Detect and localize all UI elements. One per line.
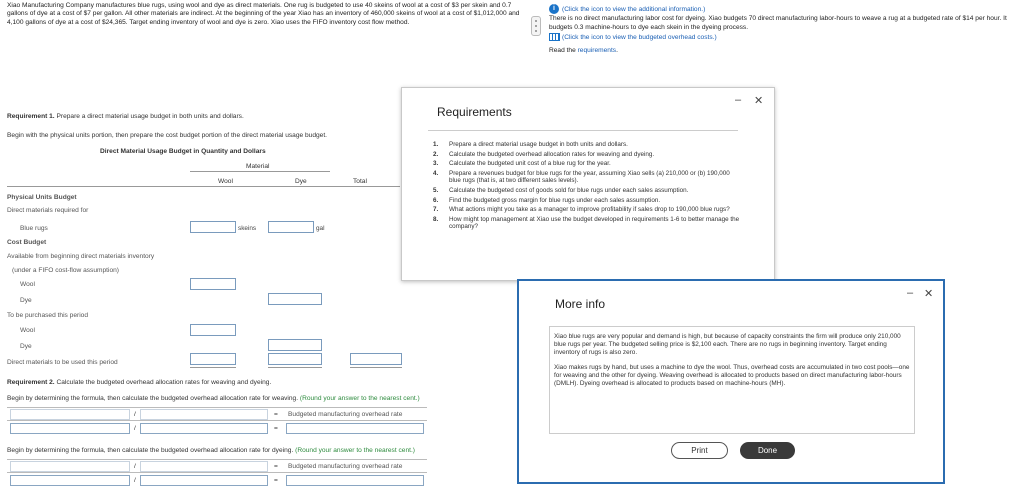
more-info-para-1: Xiao blue rugs are very popular and demand is high, but because of capacity constraints the firm will produce only 210,000 blue rugs per year. The budgeted selling price is $2,100 each. There are no rugs in beginning inventory. Target ending inventory of rugs is also zero. bbox=[554, 333, 901, 356]
dyeing-equals: = bbox=[274, 463, 278, 470]
dyeing-equals-2: = bbox=[274, 477, 278, 484]
dm-used-total-input[interactable] bbox=[350, 353, 402, 365]
dm-required-label: Direct materials required for bbox=[7, 207, 89, 214]
dye-gallons-input[interactable] bbox=[268, 221, 314, 233]
dyeing-denominator-input[interactable] bbox=[140, 475, 268, 486]
req2-heading: Requirement 2. Calculate the budgeted overhead allocation rates for weaving and dyeing. bbox=[7, 379, 272, 386]
requirements-link[interactable]: requirements bbox=[577, 47, 617, 55]
dyeing-denominator-label-select[interactable] bbox=[140, 461, 268, 472]
labor-info-paragraph: There is no direct manufacturing labor cost for dyeing. Xiao budgets 70 direct manufacturing labor-hours to weave a rug at a budgeted rate of $14 per hour. It budgets 0.3 machine-hours to dye each skein in the dyeing process. bbox=[549, 15, 1007, 31]
double-rule-dye bbox=[268, 367, 322, 368]
requirements-divider bbox=[428, 130, 738, 131]
begin-wool-label: Wool bbox=[20, 281, 35, 288]
requirement-item: 5. Calculate the budgeted cost of goods sold for blue rugs under each sales assumption. bbox=[433, 186, 689, 194]
requirement-item: 4. Prepare a revenues budget for blue rugs for the year, assuming Xiao sells (a) 210,000 or (b) 190,000 blue rugs (that is, at two different sales levels). bbox=[433, 169, 730, 185]
dyeing-result-label: Budgeted manufacturing overhead rate bbox=[288, 463, 403, 470]
requirement-item: 3. Calculate the budgeted unit cost of a blue rug for the year. bbox=[433, 160, 611, 168]
pane-splitter-handle[interactable] bbox=[531, 16, 541, 36]
weaving-slash: / bbox=[134, 411, 136, 418]
read-suffix: . bbox=[616, 47, 618, 55]
requirement-item: 6. Find the budgeted gross margin for blue rugs under each sales assumption. bbox=[433, 196, 661, 204]
weaving-result-label: Budgeted manufacturing overhead rate bbox=[288, 411, 403, 418]
req1-heading: Requirement 1. Prepare a direct material usage budget in both units and dollars. bbox=[7, 113, 244, 120]
requirement-item: 2. Calculate the budgeted overhead allocation rates for weaving and dyeing. bbox=[433, 150, 655, 158]
available-from-label: Available from beginning direct materials inventory bbox=[7, 253, 155, 260]
dyeing-rate-input[interactable] bbox=[286, 475, 424, 486]
dyeing-instruction: Begin by determining the formula, then calculate the budgeted overhead allocation rate for dyeing. (Round your answer to the nearest cent.) bbox=[7, 447, 415, 454]
weaving-numerator-input[interactable] bbox=[10, 423, 130, 434]
more-info-box bbox=[549, 326, 915, 434]
minimize-icon[interactable]: – bbox=[735, 94, 742, 106]
physical-units-label: Physical Units Budget bbox=[7, 194, 77, 201]
requirement-item: 8. How might top management at Xiao use the budget developed in requirements 1-6 to better manage the company? bbox=[433, 215, 740, 231]
col-dye-header: Dye bbox=[295, 178, 307, 185]
done-button[interactable]: Done bbox=[740, 442, 795, 459]
req1-instruction: Begin with the physical units portion, then prepare the cost budget portion of the direct material usage budget. bbox=[7, 132, 327, 139]
col-total-header: Total bbox=[353, 178, 367, 185]
fifo-label: (under a FIFO cost-flow assumption) bbox=[12, 267, 120, 274]
read-prefix: Read the bbox=[549, 47, 578, 55]
material-group-header: Material bbox=[246, 163, 270, 170]
print-button[interactable]: Print bbox=[671, 442, 728, 459]
table-icon[interactable] bbox=[549, 33, 560, 41]
weaving-instruction: Begin by determining the formula, then calculate the budgeted overhead allocation rate for weaving. (Round your answer to the nearest cent.) bbox=[7, 395, 420, 402]
problem-statement: Xiao Manufacturing Company manufactures blue rugs, using wool and dye as direct materials. One rug is budgeted to use 40 skeins of wool at a cost of $3 per skein and 0.7 gallons of dye at a cost of $7 per gallon. All other materials are indirect. At the beginning of the year Xiao has an inventory of 460,000 skeins of wool at a cost of $1,012,000 and 4,100 gallons of dye at a cost of $24,365. Target ending inventory of wool and dye is zero. Xiao uses the FIFO inventory cost flow method. bbox=[7, 2, 520, 26]
skeins-unit: skeins bbox=[238, 225, 257, 232]
weaving-rate-input[interactable] bbox=[286, 423, 424, 434]
to-be-purchased-label: To be purchased this period bbox=[7, 312, 89, 319]
purchase-dye-label: Dye bbox=[20, 343, 32, 350]
dyeing-numerator-label-select[interactable] bbox=[10, 461, 130, 472]
wool-skeins-input[interactable] bbox=[190, 221, 236, 233]
weaving-denominator-label-select[interactable] bbox=[140, 409, 268, 420]
requirements-title: Requirements bbox=[437, 105, 512, 119]
purchase-wool-label: Wool bbox=[20, 327, 35, 334]
requirement-item: 1. Prepare a direct material usage budget in both units and dollars. bbox=[433, 141, 628, 148]
group-underline bbox=[190, 171, 330, 172]
dyeing-slash: / bbox=[134, 463, 136, 470]
more-info-dialog bbox=[517, 279, 945, 484]
dyeing-numerator-input[interactable] bbox=[10, 475, 130, 486]
dm-used-label: Direct materials to be used this period bbox=[7, 359, 118, 366]
table-title: Direct Material Usage Budget in Quantity and Dollars bbox=[100, 148, 266, 155]
additional-info-link[interactable]: (Click the icon to view the additional information.) bbox=[562, 5, 706, 13]
more-info-title: More info bbox=[555, 297, 606, 311]
begin-wool-cost-input[interactable] bbox=[190, 278, 236, 290]
weaving-numerator-label-select[interactable] bbox=[10, 409, 130, 420]
close-icon[interactable]: ✕ bbox=[754, 95, 764, 107]
dyeing-slash-2: / bbox=[134, 477, 136, 484]
minimize-icon[interactable]: – bbox=[907, 287, 914, 299]
weaving-equals-2: = bbox=[274, 425, 278, 432]
col-wool-header: Wool bbox=[218, 178, 233, 185]
gal-unit: gal bbox=[316, 225, 325, 232]
requirements-dialog bbox=[401, 87, 775, 281]
more-info-para-2: Xiao makes rugs by hand, but uses a machine to dye the wool. Thus, overhead costs are accumulated in two cost pools—one for weaving and the other for dyeing. Weaving overhead is allocated to products based on direct manufacturing labor-hours (DMLH). Dyeing overhead is allocated to products based on machine-hours (MH). bbox=[554, 364, 910, 387]
weaving-equals: = bbox=[274, 411, 278, 418]
purchase-wool-cost-input[interactable] bbox=[190, 324, 236, 336]
close-icon[interactable]: ✕ bbox=[924, 288, 934, 300]
requirements-list bbox=[433, 141, 743, 233]
double-rule-wool bbox=[190, 367, 236, 368]
overhead-costs-link[interactable]: (Click the icon to view the budgeted overhead costs.) bbox=[562, 33, 717, 41]
begin-dye-label: Dye bbox=[20, 297, 32, 304]
additional-info-panel bbox=[549, 4, 1019, 56]
requirement-item: 7. What actions might you take as a manager to improve profitability if sales drop to 190,000 blue rugs? bbox=[433, 206, 730, 214]
weaving-slash-2: / bbox=[134, 425, 136, 432]
dm-used-wool-input[interactable] bbox=[190, 353, 236, 365]
info-icon[interactable]: i bbox=[549, 4, 559, 14]
dm-used-dye-input[interactable] bbox=[268, 353, 322, 365]
begin-dye-cost-input[interactable] bbox=[268, 293, 322, 305]
blue-rugs-label: Blue rugs bbox=[20, 225, 48, 232]
cost-budget-label: Cost Budget bbox=[7, 239, 47, 246]
double-rule-total bbox=[350, 367, 402, 368]
purchase-dye-cost-input[interactable] bbox=[268, 339, 322, 351]
weaving-denominator-input[interactable] bbox=[140, 423, 268, 434]
header-rule bbox=[7, 186, 400, 187]
